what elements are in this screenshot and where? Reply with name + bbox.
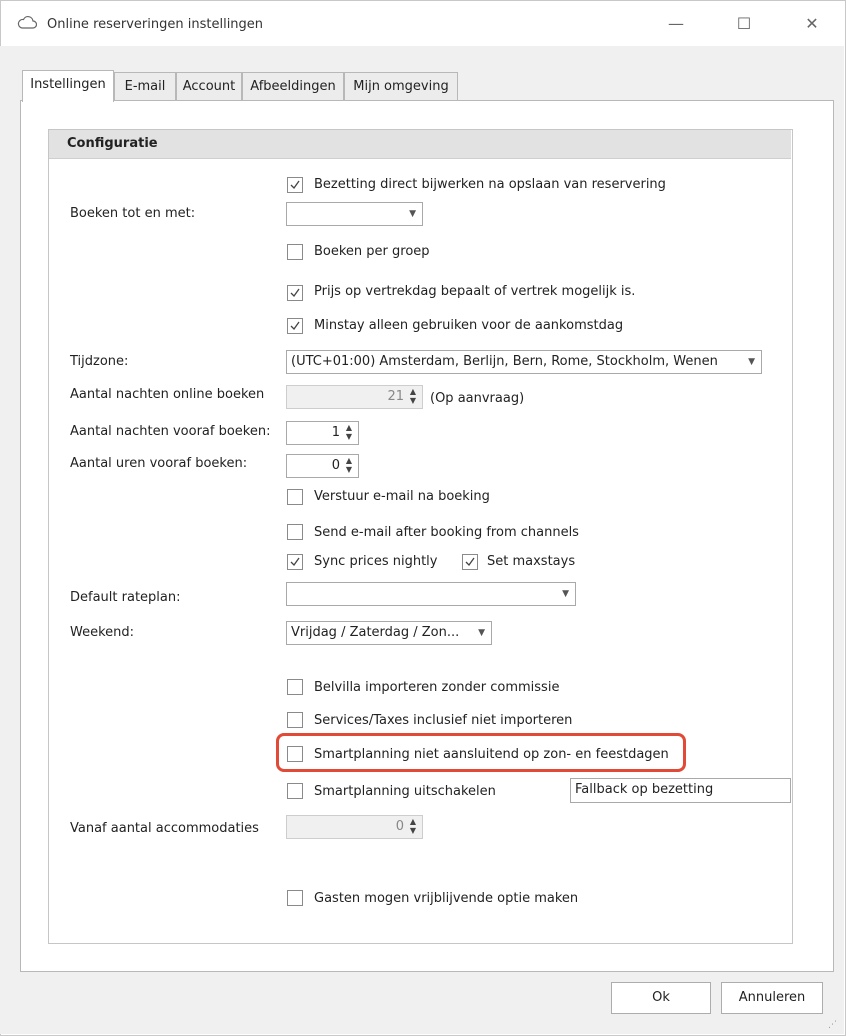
send-email-channels-checkbox[interactable] <box>287 524 303 540</box>
smartplanning-uit-checkbox[interactable] <box>287 783 303 799</box>
set-maxstays-label: Set maxstays <box>487 554 576 569</box>
tijdzone-dropdown[interactable] <box>286 350 762 374</box>
group-title: Configuratie <box>67 136 158 151</box>
smartplanning-uit-label: Smartplanning uitschakelen <box>314 784 496 799</box>
default-rateplan-dropdown[interactable] <box>286 582 576 606</box>
tijdzone-value: (UTC+01:00) Amsterdam, Berlijn, Bern, Rome, Stockholm, Wenen <box>291 354 718 369</box>
dropdown-arrow-icon: ▼ <box>562 589 569 599</box>
verstuur-email-label: Verstuur e-mail na boeking <box>314 489 490 504</box>
nachten-online-value: 21 <box>387 389 404 404</box>
belvilla-checkbox[interactable] <box>287 679 303 695</box>
gasten-optie-checkbox[interactable] <box>287 890 303 906</box>
minimize-button[interactable]: — <box>668 14 684 33</box>
fallback-dropdown[interactable] <box>570 778 791 803</box>
sync-prices-label: Sync prices nightly <box>314 554 438 569</box>
check-icon <box>289 287 301 299</box>
nachten-online-label: Aantal nachten online boeken <box>70 387 265 402</box>
resize-grip-icon[interactable]: ⋰ <box>828 1020 837 1030</box>
tab-afbeeldingen[interactable]: Afbeeldingen <box>242 72 344 101</box>
op-aanvraag-label: (Op aanvraag) <box>430 391 525 406</box>
minstay-label: Minstay alleen gebruiken voor de aankomstdag <box>314 318 624 333</box>
nachten-vooraf-value: 1 <box>331 425 340 440</box>
window-title: Online reserveringen instellingen <box>47 17 264 32</box>
vanaf-accommodaties-spinner <box>286 815 423 839</box>
prijs-vertrek-label: Prijs op vertrekdag bepaalt of vertrek mogelijk is. <box>314 284 636 299</box>
bezetting-label: Bezetting direct bijwerken na opslaan van reservering <box>314 177 666 192</box>
set-maxstays-checkbox[interactable] <box>462 554 478 570</box>
weekend-label: Weekend: <box>70 625 135 640</box>
ok-button[interactable]: Ok <box>611 982 711 1014</box>
prijs-vertrek-checkbox[interactable] <box>287 285 303 301</box>
belvilla-label: Belvilla importeren zonder commissie <box>314 680 560 695</box>
check-icon <box>464 556 476 568</box>
check-icon <box>289 320 301 332</box>
send-email-channels-label: Send e-mail after booking from channels <box>314 525 579 540</box>
check-icon <box>289 179 301 191</box>
nachten-vooraf-spinner[interactable] <box>286 421 359 445</box>
nachten-vooraf-label: Aantal nachten vooraf boeken: <box>70 424 271 439</box>
uren-vooraf-value: 0 <box>331 458 340 473</box>
close-button[interactable]: ✕ <box>805 14 819 33</box>
maximize-button[interactable]: ☐ <box>736 14 752 33</box>
spinner-arrows-icon[interactable]: ▲ ▼ <box>345 423 353 441</box>
default-rateplan-label: Default rateplan: <box>70 590 181 605</box>
minstay-checkbox[interactable] <box>287 318 303 334</box>
title-bar <box>1 1 845 47</box>
cancel-button[interactable]: Annuleren <box>721 982 823 1014</box>
vanaf-accommodaties-label: Vanaf aantal accommodaties <box>70 821 259 836</box>
smartplanning-zon-checkbox[interactable] <box>287 746 303 762</box>
spinner-arrows-icon[interactable]: ▲ ▼ <box>345 456 353 474</box>
boeken-tot-label: Boeken tot en met: <box>70 206 196 221</box>
sync-prices-checkbox[interactable] <box>287 554 303 570</box>
services-taxes-checkbox[interactable] <box>287 712 303 728</box>
smartplanning-zon-label: Smartplanning niet aansluitend op zon- en feestdagen <box>314 747 669 762</box>
tab-mijn-omgeving[interactable]: Mijn omgeving <box>344 72 458 101</box>
tab-email[interactable]: E-mail <box>114 72 176 101</box>
weekend-value: Vrijdag / Zaterdag / Zon... <box>291 625 460 640</box>
fallback-value: Fallback op bezetting <box>575 782 714 797</box>
nachten-online-spinner <box>286 385 423 409</box>
dropdown-arrow-icon: ▼ <box>748 357 755 367</box>
boeken-tot-dropdown[interactable] <box>286 202 423 226</box>
uren-vooraf-label: Aantal uren vooraf boeken: <box>70 456 248 471</box>
check-icon <box>289 556 301 568</box>
tab-account[interactable]: Account <box>176 72 242 101</box>
gasten-optie-label: Gasten mogen vrijblijvende optie maken <box>314 891 579 906</box>
tab-instellingen[interactable]: Instellingen <box>22 70 114 102</box>
per-groep-checkbox[interactable] <box>287 244 303 260</box>
dropdown-arrow-icon: ▼ <box>478 628 485 638</box>
per-groep-label: Boeken per groep <box>314 244 430 259</box>
tijdzone-label: Tijdzone: <box>70 354 129 369</box>
vanaf-accommodaties-value: 0 <box>395 819 404 834</box>
spinner-arrows-icon: ▲ ▼ <box>409 817 417 835</box>
verstuur-email-checkbox[interactable] <box>287 489 303 505</box>
weekend-dropdown[interactable] <box>286 621 492 645</box>
spinner-arrows-icon: ▲ ▼ <box>409 387 417 405</box>
dropdown-arrow-icon: ▼ <box>409 209 416 219</box>
uren-vooraf-spinner[interactable] <box>286 454 359 478</box>
services-taxes-label: Services/Taxes inclusief niet importeren <box>314 713 573 728</box>
bezetting-checkbox[interactable] <box>287 177 303 193</box>
cloud-icon <box>17 15 37 33</box>
group-header <box>49 130 791 159</box>
